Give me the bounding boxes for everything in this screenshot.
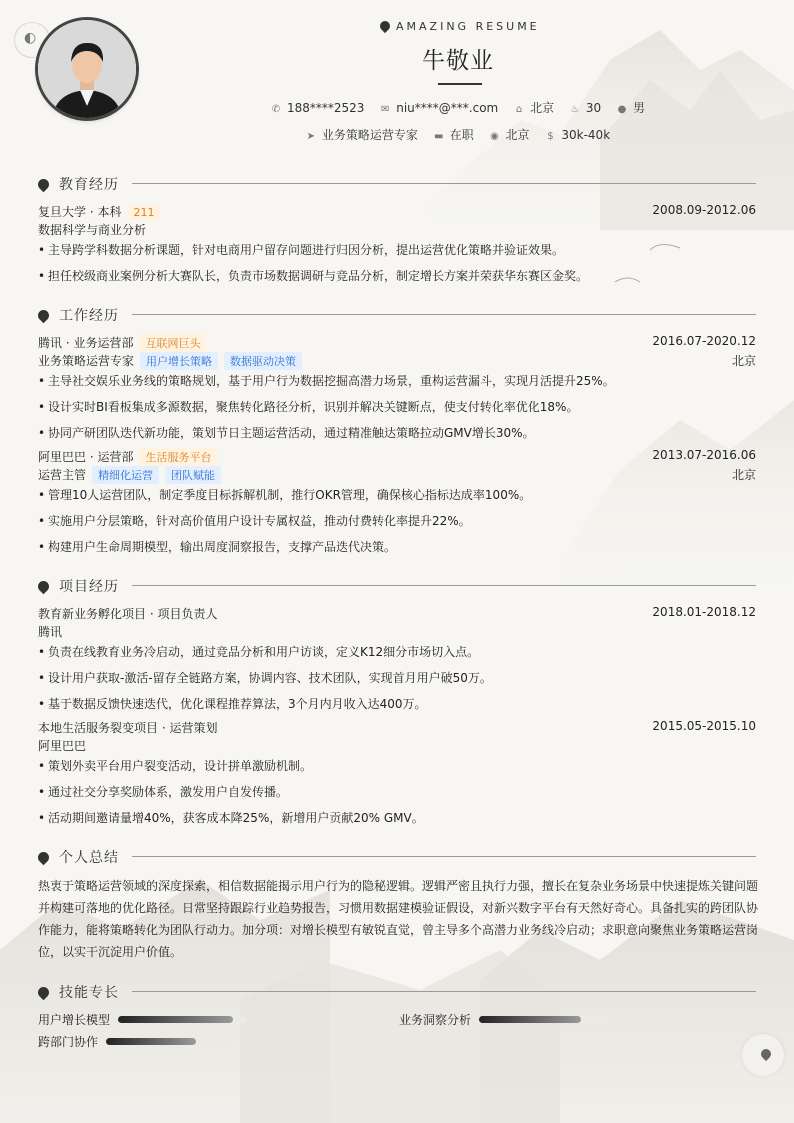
education-header: 复旦大学 · 本科 211 2008.09-2012.06 <box>38 203 756 219</box>
work-city: 北京 <box>731 354 756 368</box>
company-tag: 互联网巨头 <box>139 334 206 352</box>
home-icon: ⌂ <box>515 104 523 115</box>
list-item: • 协同产研团队迭代新功能，策划节日主题运营活动，通过精准触达策略拉动GMV增长30%。 <box>38 424 756 441</box>
phone-item: ✆ 188****2523 <box>271 101 365 115</box>
candidate-name: 牛敬业 <box>422 48 494 74</box>
ink-drop-icon <box>36 850 52 866</box>
location-icon: ◉ <box>490 131 499 142</box>
section-divider <box>132 183 756 184</box>
section-title-project: 项目经历 <box>38 576 119 596</box>
position-item: ➤ 业务策略运营专家 <box>306 128 418 142</box>
skill-tag: 团队赋能 <box>165 466 221 484</box>
skill-bar <box>118 1016 246 1023</box>
section-divider <box>132 585 756 586</box>
work-date: 2013.07-2016.06 <box>652 448 756 462</box>
ink-drop-icon <box>36 985 52 1001</box>
project-date: 2018.01-2018.12 <box>652 605 756 619</box>
ink-drop-icon <box>378 19 392 33</box>
list-item: • 构建用户生命周期模型，输出周度洞察报告，支撑产品迭代决策。 <box>38 538 756 555</box>
gender-icon: ● <box>617 104 627 115</box>
work-title-row: 业务策略运营专家 用户增长策略 数据驱动决策 北京 <box>38 354 756 368</box>
list-item: • 主导跨学科数据分析课题，针对电商用户留存问题进行归因分析，提出运营优化策略并验证效果。 <box>38 241 756 258</box>
section-divider <box>132 991 756 992</box>
list-item: • 基于数据反馈快速迭代，优化课程推荐算法，3个月内月收入达400万。 <box>38 695 756 712</box>
city-item: ◉ 北京 <box>490 128 530 142</box>
work-city: 北京 <box>731 468 756 482</box>
skill-label: 业务洞察分析 <box>399 1013 472 1027</box>
project-header: 教育新业务孵化项目 · 项目负责人 2018.01-2018.12 <box>38 605 756 621</box>
work-header: 阿里巴巴 · 运营部 生活服务平台 2013.07-2016.06 <box>38 448 756 464</box>
section-title-summary: 个人总结 <box>38 847 119 867</box>
skill-tag: 精细化运营 <box>92 466 159 484</box>
project-date: 2015.05-2015.10 <box>652 719 756 733</box>
list-item: • 设计实时BI看板集成多源数据，聚焦转化路径分析，识别并解决关键断点，使支付转化率优化18%。 <box>38 398 756 415</box>
phone-icon: ✆ <box>271 104 281 115</box>
school-tag: 211 <box>127 205 160 220</box>
ink-drop-icon <box>36 579 52 595</box>
skill-tag: 用户增长策略 <box>140 352 218 370</box>
skill-bar-fill <box>106 1038 196 1045</box>
email-item: ✉ niu****@***.com <box>381 101 499 115</box>
list-item: • 活动期间邀请量增40%，获客成本降25%，新增用户贡献20% GMV。 <box>38 809 756 826</box>
education-major: 数据科学与商业分析 <box>38 223 147 237</box>
list-item: • 策划外卖平台用户裂变活动，设计拼单激励机制。 <box>38 757 756 774</box>
section-title-skills: 技能专长 <box>38 982 119 1002</box>
contact-row <box>0 99 794 116</box>
ink-drop-icon <box>36 177 52 193</box>
corner-decoration <box>742 1034 784 1076</box>
skill-bar <box>479 1016 607 1023</box>
skill-label: 跨部门协作 <box>38 1035 99 1049</box>
skill-tag: 数据驱动决策 <box>224 352 302 370</box>
skill-label: 用户增长模型 <box>38 1013 111 1027</box>
list-item: • 担任校级商业案例分析大赛队长，负责市场数据调研与竞品分析，制定增长方案并荣获华东赛区金奖。 <box>38 267 756 284</box>
list-item: • 负责在线教育业务冷启动，通过竞品分析和用户访谈，定义K12细分市场切入点。 <box>38 643 756 660</box>
age-icon: ♨ <box>570 104 580 115</box>
section-divider <box>132 856 756 857</box>
age-item: ♨ 30 <box>570 101 602 115</box>
skill-bar <box>106 1038 234 1045</box>
hometown-item: ⌂ 北京 <box>515 101 555 115</box>
work-header: 腾讯 · 业务运营部 互联网巨头 2016.07-2020.12 <box>38 334 756 350</box>
section-title-work: 工作经历 <box>38 305 119 325</box>
status-icon: ▬ <box>433 131 444 142</box>
gender-item: ● 男 <box>617 101 646 115</box>
status-item: ▬ 在职 <box>433 128 474 142</box>
resume-tagline: AMAZING RESUME <box>380 20 550 33</box>
section-divider <box>132 314 756 315</box>
skill-bar-fill <box>118 1016 233 1023</box>
section-title-education: 教育经历 <box>38 174 119 194</box>
list-item: • 设计用户获取-激活-留存全链路方案，协调内容、技术团队，实现首月用户破50万。 <box>38 669 756 686</box>
project-org: 腾讯 <box>38 625 63 639</box>
list-item: • 通过社交分享奖励体系，激发用户自发传播。 <box>38 783 756 800</box>
ink-drop-icon <box>36 308 52 324</box>
work-date: 2016.07-2020.12 <box>652 334 756 348</box>
education-date: 2008.09-2012.06 <box>652 203 756 217</box>
name-underline <box>438 83 482 85</box>
list-item: • 主导社交娱乐业务线的策略规划，基于用户行为数据挖掘高潜力场景，重构运营漏斗，实现月活提升25%。 <box>38 372 756 389</box>
mail-icon: ✉ <box>381 104 390 115</box>
project-org: 阿里巴巴 <box>38 739 87 753</box>
salary-item: $ 30k-40k <box>547 128 611 142</box>
list-item: • 实施用户分层策略，针对高价值用户设计专属权益，推动付费转化率提升22%。 <box>38 512 756 529</box>
salary-icon: $ <box>547 131 554 142</box>
project-header: 本地生活服务裂变项目 · 运营策划 2015.05-2015.10 <box>38 719 756 735</box>
corner-decoration: ◐ <box>14 22 50 58</box>
skill-bar-fill <box>479 1016 581 1023</box>
ink-drop-icon <box>759 1047 773 1061</box>
summary-text: 热衷于策略运营领域的深度探索，相信数据能揭示用户行为的隐秘逻辑。逻辑严密且执行力强，擅长在复杂业务场景中快速提炼关键问题并构建可落地的优化路径。日常坚持跟踪行业趋势报告，习惯用数据建模验证假设，对新兴数字平台有天然好奇心。具备扎实的跨团队协作能力，能将策略转化为团队行动力。加分项：对增长模型有敏锐直觉，曾主导多个高潜力业务线冷启动；求职意向聚焦业务策略运营岗位，以实干沉淀用户价值。 <box>38 879 759 959</box>
job-intent-row <box>0 126 794 143</box>
work-title-row: 运营主管 精细化运营 团队赋能 北京 <box>38 468 756 482</box>
send-icon: ➤ <box>306 131 316 142</box>
company-tag: 生活服务平台 <box>139 448 217 466</box>
list-item: • 管理10人运营团队，制定季度目标拆解机制，推行OKR管理，确保核心指标达成率100%。 <box>38 486 756 503</box>
